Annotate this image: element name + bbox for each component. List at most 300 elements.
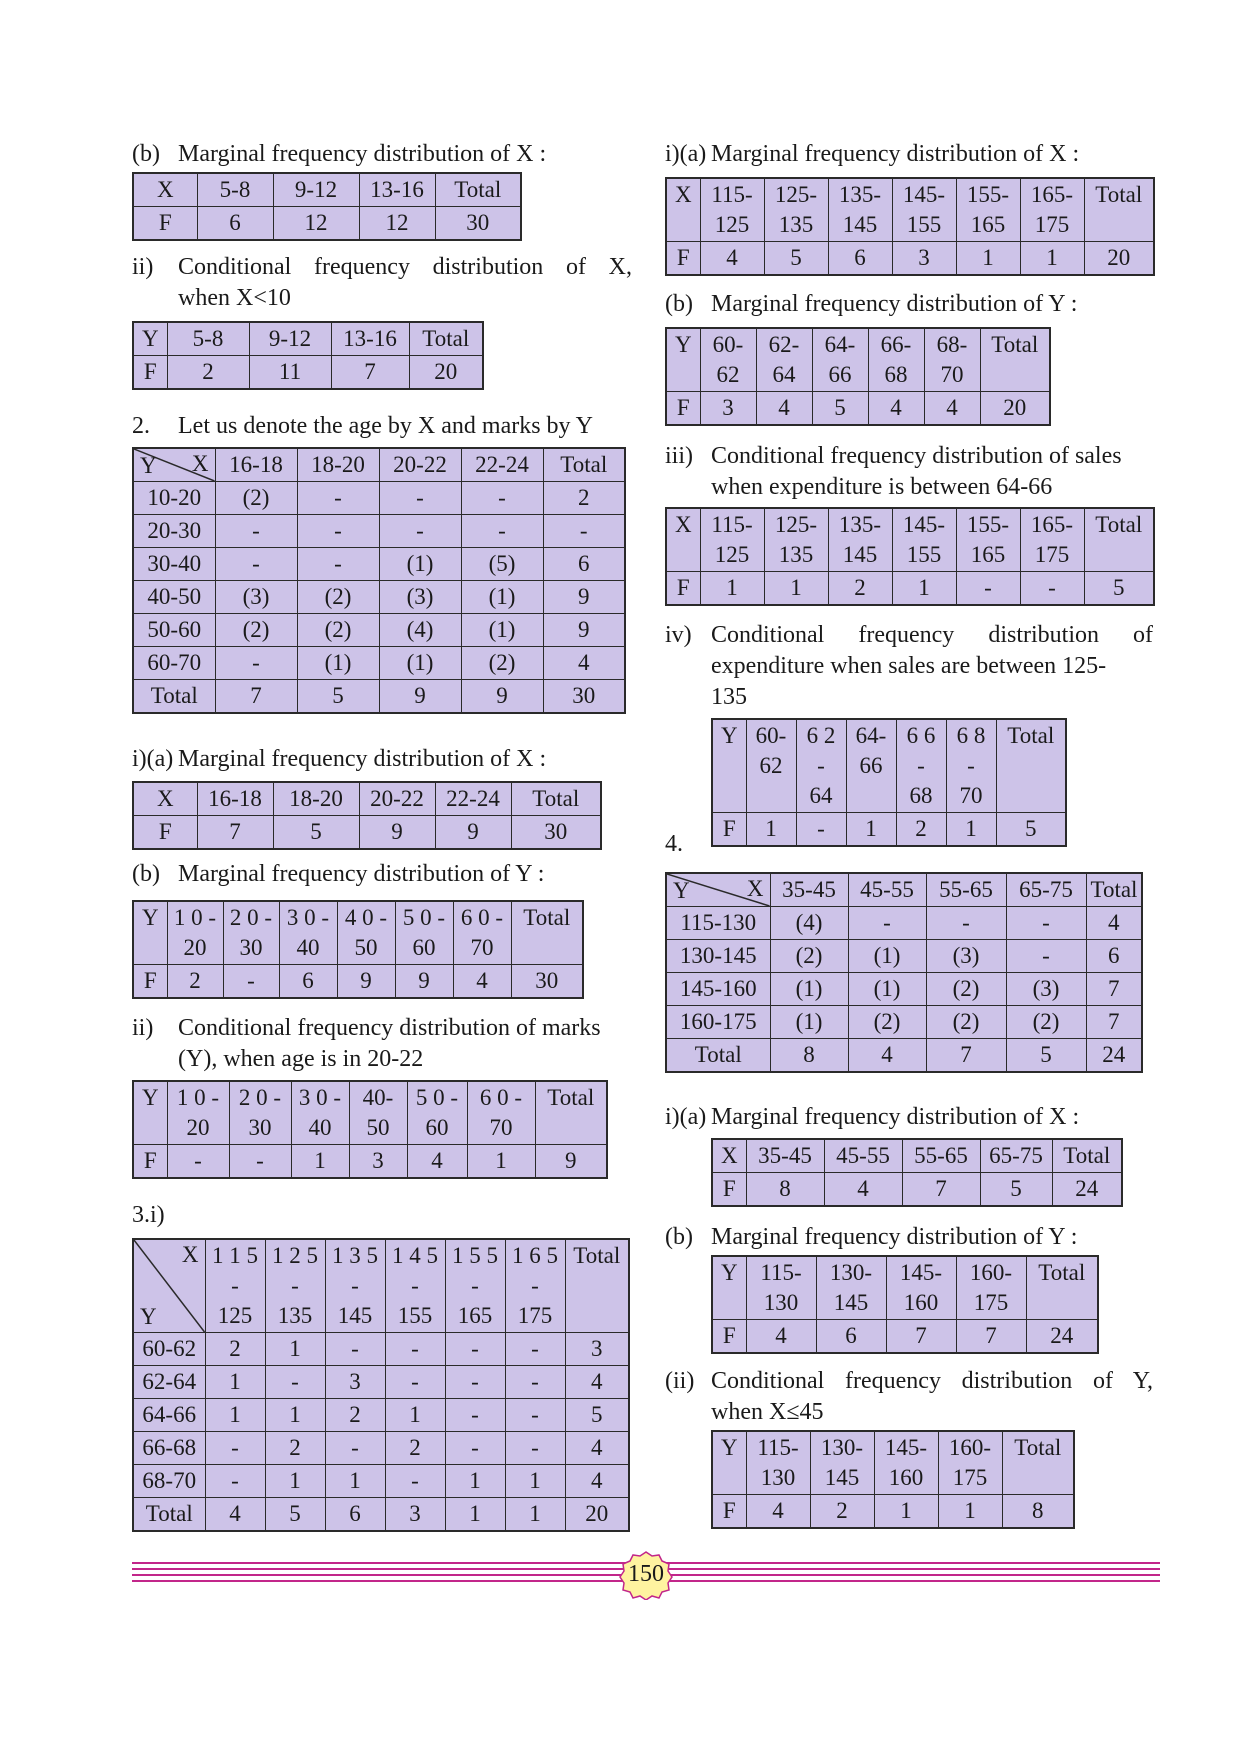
- range-end: 155: [906, 542, 942, 567]
- table-row: [133, 515, 625, 548]
- table-header-row: [133, 448, 625, 482]
- table-cell: Total: [511, 782, 601, 816]
- table-cell: F: [666, 242, 700, 276]
- table-header-cell: [868, 328, 924, 392]
- table-cell: (2): [461, 647, 543, 680]
- table-cell: 3: [349, 1145, 407, 1179]
- range-start: 2 0 -: [229, 905, 273, 930]
- table-header-cell: [956, 508, 1020, 572]
- table-row: [133, 647, 625, 680]
- table-cell: 4: [868, 392, 924, 426]
- table-cell: F: [133, 816, 197, 850]
- range-start: 1 0 -: [173, 905, 217, 930]
- table-cell: (2): [848, 1006, 926, 1039]
- range-start: 6 8 -: [956, 723, 986, 778]
- table-header-cell: [265, 1239, 325, 1333]
- range-start: 125-: [774, 512, 818, 537]
- range-start: 1 2 5 -: [272, 1243, 318, 1298]
- table-cell: 64-66: [133, 1399, 205, 1432]
- table-cell: 8: [770, 1039, 848, 1073]
- table-cell: 1: [946, 813, 996, 847]
- table-cell: 4: [565, 1366, 629, 1399]
- table-cell: 3: [325, 1366, 385, 1399]
- range-start: 135-: [838, 512, 882, 537]
- table-row: [133, 173, 521, 207]
- table-header-cell: [1020, 508, 1084, 572]
- table-header-cell: [167, 901, 223, 965]
- table-cell: 30: [543, 680, 625, 714]
- corner-y-label: Y: [140, 453, 157, 478]
- table-cell: Y: [133, 322, 167, 356]
- table-cell: 1: [467, 1145, 535, 1179]
- table-header-row: [666, 508, 1154, 572]
- table-row: [133, 322, 483, 356]
- frequency-table: [711, 1430, 1075, 1529]
- range-start: 135-: [838, 182, 882, 207]
- table-cell: -: [461, 515, 543, 548]
- range-start: 125-: [774, 182, 818, 207]
- range-end: 70: [940, 362, 964, 387]
- frequency-table: [132, 321, 484, 390]
- table-cell: 9: [337, 965, 395, 999]
- table-cell: -: [325, 1333, 385, 1366]
- range-start: 1 1 5 -: [212, 1243, 258, 1298]
- table-header-cell: [816, 1256, 886, 1320]
- table-cell: 9: [543, 581, 625, 614]
- table-cell: -: [445, 1333, 505, 1366]
- table-cell: 5: [297, 680, 379, 714]
- table-cell: -: [205, 1465, 265, 1498]
- table-cell: -: [1006, 907, 1086, 940]
- table-cell: -: [385, 1333, 445, 1366]
- table-cell: 1: [938, 1495, 1002, 1529]
- table-cell: 9-12: [249, 322, 331, 356]
- table-header-cell: [1020, 178, 1084, 242]
- table-header-cell: Total: [1086, 873, 1142, 907]
- range-end: 68: [909, 783, 933, 808]
- table-cell: (1): [770, 973, 848, 1006]
- table-cell: 66-68: [133, 1432, 205, 1465]
- table-cell: 16-18: [197, 782, 273, 816]
- range-end: 145: [337, 1303, 373, 1328]
- table-cell: (2): [215, 482, 297, 515]
- table-header-row: [133, 901, 583, 965]
- frequency-table: [711, 718, 1067, 847]
- table-cell: 9: [395, 965, 453, 999]
- table-header-cell: [291, 1081, 349, 1145]
- table-row: [133, 782, 601, 816]
- table-cell: -: [297, 548, 379, 581]
- table-cell: 4: [746, 1495, 810, 1529]
- table-cell: 1: [265, 1465, 325, 1498]
- range-end: 40: [296, 935, 320, 960]
- table-header-cell: [956, 1256, 1026, 1320]
- bivariate-table: [132, 1238, 630, 1532]
- table-row: [133, 816, 601, 850]
- table-header-cell: [325, 1239, 385, 1333]
- range-end: 50: [354, 935, 378, 960]
- range-start: 130-: [820, 1435, 864, 1460]
- range-end: 30: [248, 1115, 272, 1140]
- range-start: 5 0 -: [415, 1085, 459, 1110]
- table-cell: -: [505, 1366, 565, 1399]
- range-start: 6 0 -: [479, 1085, 523, 1110]
- table-cell: -: [379, 515, 461, 548]
- right-heading-b-4: (b) Marginal frequency distribution of Y :: [665, 1224, 1078, 1250]
- table-header-cell: [828, 178, 892, 242]
- range-end: 145: [833, 1290, 869, 1315]
- table-row: [133, 1465, 629, 1498]
- range-start: 1 4 5 -: [392, 1243, 438, 1298]
- table-cell: F: [666, 572, 700, 606]
- table-cell: 7: [902, 1173, 980, 1207]
- range-end: 175: [1034, 212, 1070, 237]
- table-cell: -: [297, 482, 379, 515]
- table-cell: -: [445, 1432, 505, 1465]
- table-cell: 7: [1086, 973, 1142, 1006]
- range-start: Y: [141, 905, 159, 930]
- right-heading-4: 4.: [665, 831, 683, 857]
- left-heading-ii: ii) Conditional frequency distribution of X, when X<10: [132, 254, 632, 311]
- range-end: 135: [778, 212, 814, 237]
- table-header-cell: [700, 178, 764, 242]
- frequency-table: [132, 1080, 608, 1179]
- table-cell: 24: [1052, 1173, 1122, 1207]
- table-header-cell: 18-20: [297, 448, 379, 482]
- table-cell: -: [1020, 572, 1084, 606]
- table-cell: (1): [461, 581, 543, 614]
- table-cell: (2): [770, 940, 848, 973]
- table-header-cell: [924, 328, 980, 392]
- page-number: 150: [628, 1561, 664, 1587]
- table-header-cell: [565, 1239, 629, 1333]
- table-cell: 35-45: [746, 1139, 824, 1173]
- table-header-cell: [349, 1081, 407, 1145]
- table-cell: -: [215, 515, 297, 548]
- table-header-cell: 16-18: [215, 448, 297, 482]
- table-cell: -: [205, 1432, 265, 1465]
- table-cell: 8: [1002, 1495, 1074, 1529]
- table-header-cell: [892, 508, 956, 572]
- left-heading-b-marginal-x: (b) Marginal frequency distribution of X :: [132, 141, 547, 167]
- table-cell: 3: [385, 1498, 445, 1532]
- range-end: 175: [517, 1303, 553, 1328]
- table-cell: (4): [770, 907, 848, 940]
- range-start: 60-: [712, 332, 744, 357]
- table-cell: 30: [511, 965, 583, 999]
- table-cell: 4: [407, 1145, 467, 1179]
- table-cell: 8: [746, 1173, 824, 1207]
- table-cell: (2): [215, 614, 297, 647]
- table-row: [133, 1399, 629, 1432]
- table-cell: 30-40: [133, 548, 215, 581]
- table-cell: F: [133, 356, 167, 390]
- table-header-cell: [996, 719, 1066, 813]
- range-end: 175: [952, 1465, 988, 1490]
- table-cell: -: [445, 1399, 505, 1432]
- table-cell: 11: [249, 356, 331, 390]
- range-end: 68: [884, 362, 908, 387]
- range-start: 68-: [936, 332, 968, 357]
- table-cell: Total: [666, 1039, 770, 1073]
- table-cell: 4: [700, 242, 764, 276]
- table-row: [666, 1006, 1142, 1039]
- range-end: 66: [859, 753, 883, 778]
- table-cell: F: [712, 1495, 746, 1529]
- table-cell: 1: [445, 1498, 505, 1532]
- table-cell: (3): [1006, 973, 1086, 1006]
- left-heading-ii-cond-marks: ii) Conditional frequency distribution of marks (Y), when age is in 20-22: [132, 1015, 601, 1072]
- table-header-cell: [746, 1256, 816, 1320]
- range-end: 145: [824, 1465, 860, 1490]
- table-header-cell: [511, 901, 583, 965]
- table-cell: -: [505, 1333, 565, 1366]
- table-row: [712, 1173, 1122, 1207]
- range-end: 20: [183, 935, 207, 960]
- table-cell: 4: [1086, 907, 1142, 940]
- table-header-cell: [229, 1081, 291, 1145]
- table-cell: 1: [505, 1498, 565, 1532]
- table-cell: (1): [297, 647, 379, 680]
- table-cell: 1: [764, 572, 828, 606]
- table-cell: 4: [543, 647, 625, 680]
- table-cell: 4: [205, 1498, 265, 1532]
- table-cell: -: [956, 572, 1020, 606]
- table-cell: 24: [1086, 1039, 1142, 1073]
- table-cell: 145-160: [666, 973, 770, 1006]
- table-header-cell: [223, 901, 279, 965]
- table-row: [133, 356, 483, 390]
- table-cell: -: [215, 647, 297, 680]
- table-cell: 9: [461, 680, 543, 714]
- range-start: 145-: [884, 1435, 928, 1460]
- table-cell: -: [325, 1432, 385, 1465]
- range-start: 1 0 -: [176, 1085, 220, 1110]
- table-cell: 1: [892, 572, 956, 606]
- table-cell: 7: [886, 1320, 956, 1354]
- range-start: 115-: [711, 182, 753, 207]
- range-start: 40-: [362, 1085, 394, 1110]
- table-cell: -: [1006, 940, 1086, 973]
- table-cell: (1): [461, 614, 543, 647]
- range-end: 30: [239, 935, 263, 960]
- table-row: [133, 1145, 607, 1179]
- table-cell: 7: [331, 356, 409, 390]
- corner-y-label: Y: [140, 1304, 157, 1329]
- table-cell: X: [712, 1139, 746, 1173]
- table-header-cell: [874, 1431, 938, 1495]
- table-header-cell: [337, 901, 395, 965]
- table-row: [133, 680, 625, 714]
- table-row: [133, 548, 625, 581]
- table-header-cell: [133, 1081, 167, 1145]
- table-header-cell: Total: [543, 448, 625, 482]
- table-cell: Total: [133, 680, 215, 714]
- table-header-cell: [712, 1431, 746, 1495]
- table-header-cell: [445, 1239, 505, 1333]
- range-end: 160: [888, 1465, 924, 1490]
- right-heading-b-marginal-y: (b) Marginal frequency distribution of Y :: [665, 291, 1078, 317]
- range-start: Y: [674, 332, 692, 357]
- table-cell: 115-130: [666, 907, 770, 940]
- table-cell: 13-16: [331, 322, 409, 356]
- table-cell: 7: [926, 1039, 1006, 1073]
- table-cell: (3): [926, 940, 1006, 973]
- range-end: 125: [714, 542, 750, 567]
- table-cell: -: [265, 1366, 325, 1399]
- table-row: [666, 907, 1142, 940]
- table-header-cell: [700, 328, 756, 392]
- table-cell: X: [133, 782, 197, 816]
- range-start: 115-: [760, 1260, 802, 1285]
- table-cell: 5: [1006, 1039, 1086, 1073]
- table-cell: 7: [1086, 1006, 1142, 1039]
- table-cell: 1: [846, 813, 896, 847]
- range-start: 160-: [969, 1260, 1013, 1285]
- range-start: 165-: [1030, 512, 1074, 537]
- table-row: [133, 614, 625, 647]
- range-start: 1 3 5 -: [332, 1243, 378, 1298]
- range-end: 62: [716, 362, 740, 387]
- table-cell: -: [229, 1145, 291, 1179]
- table-cell: 5: [764, 242, 828, 276]
- table-cell: 5-8: [197, 173, 273, 207]
- table-header-cell: [1084, 508, 1154, 572]
- range-start: Y: [720, 1435, 738, 1460]
- table-cell: -: [385, 1465, 445, 1498]
- table-cell: Total: [133, 1498, 205, 1532]
- table-cell: -: [385, 1366, 445, 1399]
- table-cell: (2): [926, 973, 1006, 1006]
- table-cell: 5: [996, 813, 1066, 847]
- table-header-cell: [938, 1431, 1002, 1495]
- range-start: Total: [547, 1085, 595, 1110]
- table-cell: -: [167, 1145, 229, 1179]
- table-cell: 9: [359, 816, 435, 850]
- table-cell: 12: [273, 207, 359, 241]
- table-cell: 10-20: [133, 482, 215, 515]
- range-start: Total: [1038, 1260, 1086, 1285]
- table-header-cell: [746, 719, 796, 813]
- range-start: Y: [720, 1260, 738, 1285]
- table-header-cell: [205, 1239, 265, 1333]
- table-header-row: [133, 1081, 607, 1145]
- table-header-cell: [956, 178, 1020, 242]
- table-header-cell: [505, 1239, 565, 1333]
- table-cell: 65-75: [980, 1139, 1052, 1173]
- range-end: 165: [457, 1303, 493, 1328]
- table-cell: 1: [205, 1366, 265, 1399]
- table-cell: 1: [265, 1399, 325, 1432]
- table-header-cell: [1026, 1256, 1098, 1320]
- right-heading-ia-marginal-x: i)(a) Marginal frequency distribution of X :: [665, 141, 1080, 167]
- table-header-cell: [453, 901, 511, 965]
- range-start: 155-: [966, 182, 1010, 207]
- table-cell: 6: [543, 548, 625, 581]
- table-header-cell: 22-24: [461, 448, 543, 482]
- range-end: 70: [470, 935, 494, 960]
- table-cell: 20-30: [133, 515, 215, 548]
- table-corner-cell: [133, 448, 215, 482]
- range-end: 130: [760, 1465, 796, 1490]
- table-cell: 30: [511, 816, 601, 850]
- range-start: 165-: [1030, 182, 1074, 207]
- table-cell: 2: [828, 572, 892, 606]
- table-cell: 3: [565, 1333, 629, 1366]
- table-cell: 1: [746, 813, 796, 847]
- table-cell: 1: [325, 1465, 385, 1498]
- table-cell: 2: [385, 1432, 445, 1465]
- bivariate-table: [132, 447, 626, 714]
- range-start: 62-: [768, 332, 800, 357]
- table-corner-cell: [666, 873, 770, 907]
- corner-x-label: X: [191, 451, 209, 476]
- table-cell: -: [379, 482, 461, 515]
- table-header-cell: 55-65: [926, 873, 1006, 907]
- table-header-row: [133, 1239, 629, 1333]
- table-cell: -: [505, 1399, 565, 1432]
- table-cell: -: [445, 1366, 505, 1399]
- table-cell: F: [133, 965, 167, 999]
- range-start: X: [674, 182, 692, 207]
- frequency-table: [711, 1255, 1099, 1354]
- table-header-row: [666, 328, 1050, 392]
- table-cell: X: [133, 173, 197, 207]
- table-header-cell: [395, 901, 453, 965]
- table-row: [666, 973, 1142, 1006]
- range-start: 155-: [966, 512, 1010, 537]
- table-cell: 2: [205, 1333, 265, 1366]
- table-cell: 1: [265, 1333, 325, 1366]
- table-cell: 5: [273, 816, 359, 850]
- table-cell: 20: [1084, 242, 1154, 276]
- table-cell: 20: [565, 1498, 629, 1532]
- table-row: [712, 813, 1066, 847]
- frequency-table: [665, 327, 1051, 426]
- range-start: 1 6 5 -: [512, 1243, 558, 1298]
- right-heading-ii-4: (ii) Conditional frequency distribution of Y, when X≤45: [665, 1368, 1153, 1425]
- table-cell: Total: [1052, 1139, 1122, 1173]
- table-cell: 5-8: [167, 322, 249, 356]
- range-start: Total: [1014, 1435, 1062, 1460]
- table-cell: 4: [924, 392, 980, 426]
- range-end: 160: [903, 1290, 939, 1315]
- corner-x-label: X: [746, 876, 764, 901]
- table-header-cell: [1084, 178, 1154, 242]
- table-header-cell: [892, 178, 956, 242]
- table-header-cell: [896, 719, 946, 813]
- range-start: X: [674, 512, 692, 537]
- table-cell: Total: [409, 322, 483, 356]
- table-cell: 6: [816, 1320, 886, 1354]
- table-cell: 7: [197, 816, 273, 850]
- frequency-table: [132, 900, 584, 999]
- table-cell: (1): [848, 940, 926, 973]
- table-cell: 160-175: [666, 1006, 770, 1039]
- range-end: 20: [186, 1115, 210, 1140]
- table-header-cell: [980, 328, 1050, 392]
- table-cell: -: [223, 965, 279, 999]
- range-start: 3 0 -: [286, 905, 330, 930]
- range-start: 6 2 -: [806, 723, 836, 778]
- table-row: [133, 1333, 629, 1366]
- range-start: 115-: [711, 512, 753, 537]
- table-cell: (1): [379, 548, 461, 581]
- page-footer: [132, 1550, 1160, 1600]
- table-header-cell: [666, 328, 700, 392]
- table-cell: 68-70: [133, 1465, 205, 1498]
- table-row: [666, 392, 1050, 426]
